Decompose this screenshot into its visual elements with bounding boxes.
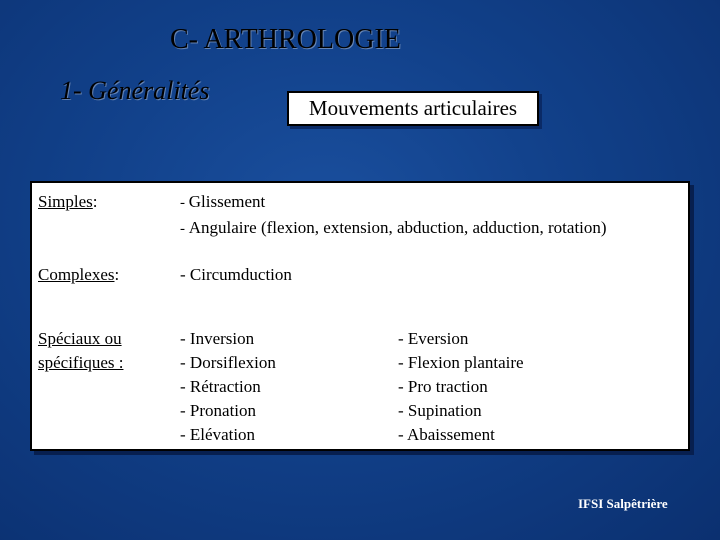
list-item: - Inversion: [180, 329, 255, 348]
simples-colon: :: [92, 192, 98, 211]
list-item: - Flexion plantaire: [398, 353, 524, 372]
footer-institution: IFSI Salpêtrière: [578, 496, 668, 511]
dash-marker: -: [180, 221, 189, 237]
mouvements-articulaires-box: [287, 91, 539, 126]
section-subtitle: 1- Généralités: [60, 76, 210, 105]
list-item: - Elévation: [180, 425, 256, 444]
simples-label: [38, 190, 98, 214]
movements-table-panel: [30, 181, 690, 451]
list-item: - Pro traction: [398, 377, 488, 396]
list-item: - Pronation: [180, 401, 257, 420]
list-item: - Dorsiflexion: [180, 353, 276, 372]
simples-item-text: Angulaire (flexion, extension, abduction, adduction, rotation): [188, 218, 607, 237]
complexes-item-circumduction: - Circumduction: [180, 265, 292, 284]
speciaux-left-list: [180, 327, 276, 447]
list-item: - Eversion: [398, 329, 469, 348]
complexes-label: [38, 263, 119, 287]
list-item: - Abaissement: [398, 425, 495, 444]
complexes-colon: :: [114, 265, 120, 284]
simples-label-text: Simples: [38, 192, 93, 211]
speciaux-label-line2: spécifiques :: [38, 353, 124, 372]
list-item: - Rétraction: [180, 377, 261, 396]
speciaux-label-line1: Spéciaux ou: [38, 329, 122, 348]
simples-item-angulaire: [180, 216, 607, 241]
speciaux-right-list: [398, 327, 524, 447]
slide-title: C- ARTHROLOGIE: [170, 24, 401, 55]
simples-item-text: Glissement: [188, 192, 266, 211]
complexes-label-text: Complexes: [38, 265, 115, 284]
list-item: - Supination: [398, 401, 482, 420]
mouvements-articulaires-label: Mouvements articulaires: [308, 96, 518, 120]
speciaux-label: [38, 327, 123, 375]
simples-item-glissement: [180, 190, 265, 215]
dash-marker: -: [180, 195, 189, 211]
